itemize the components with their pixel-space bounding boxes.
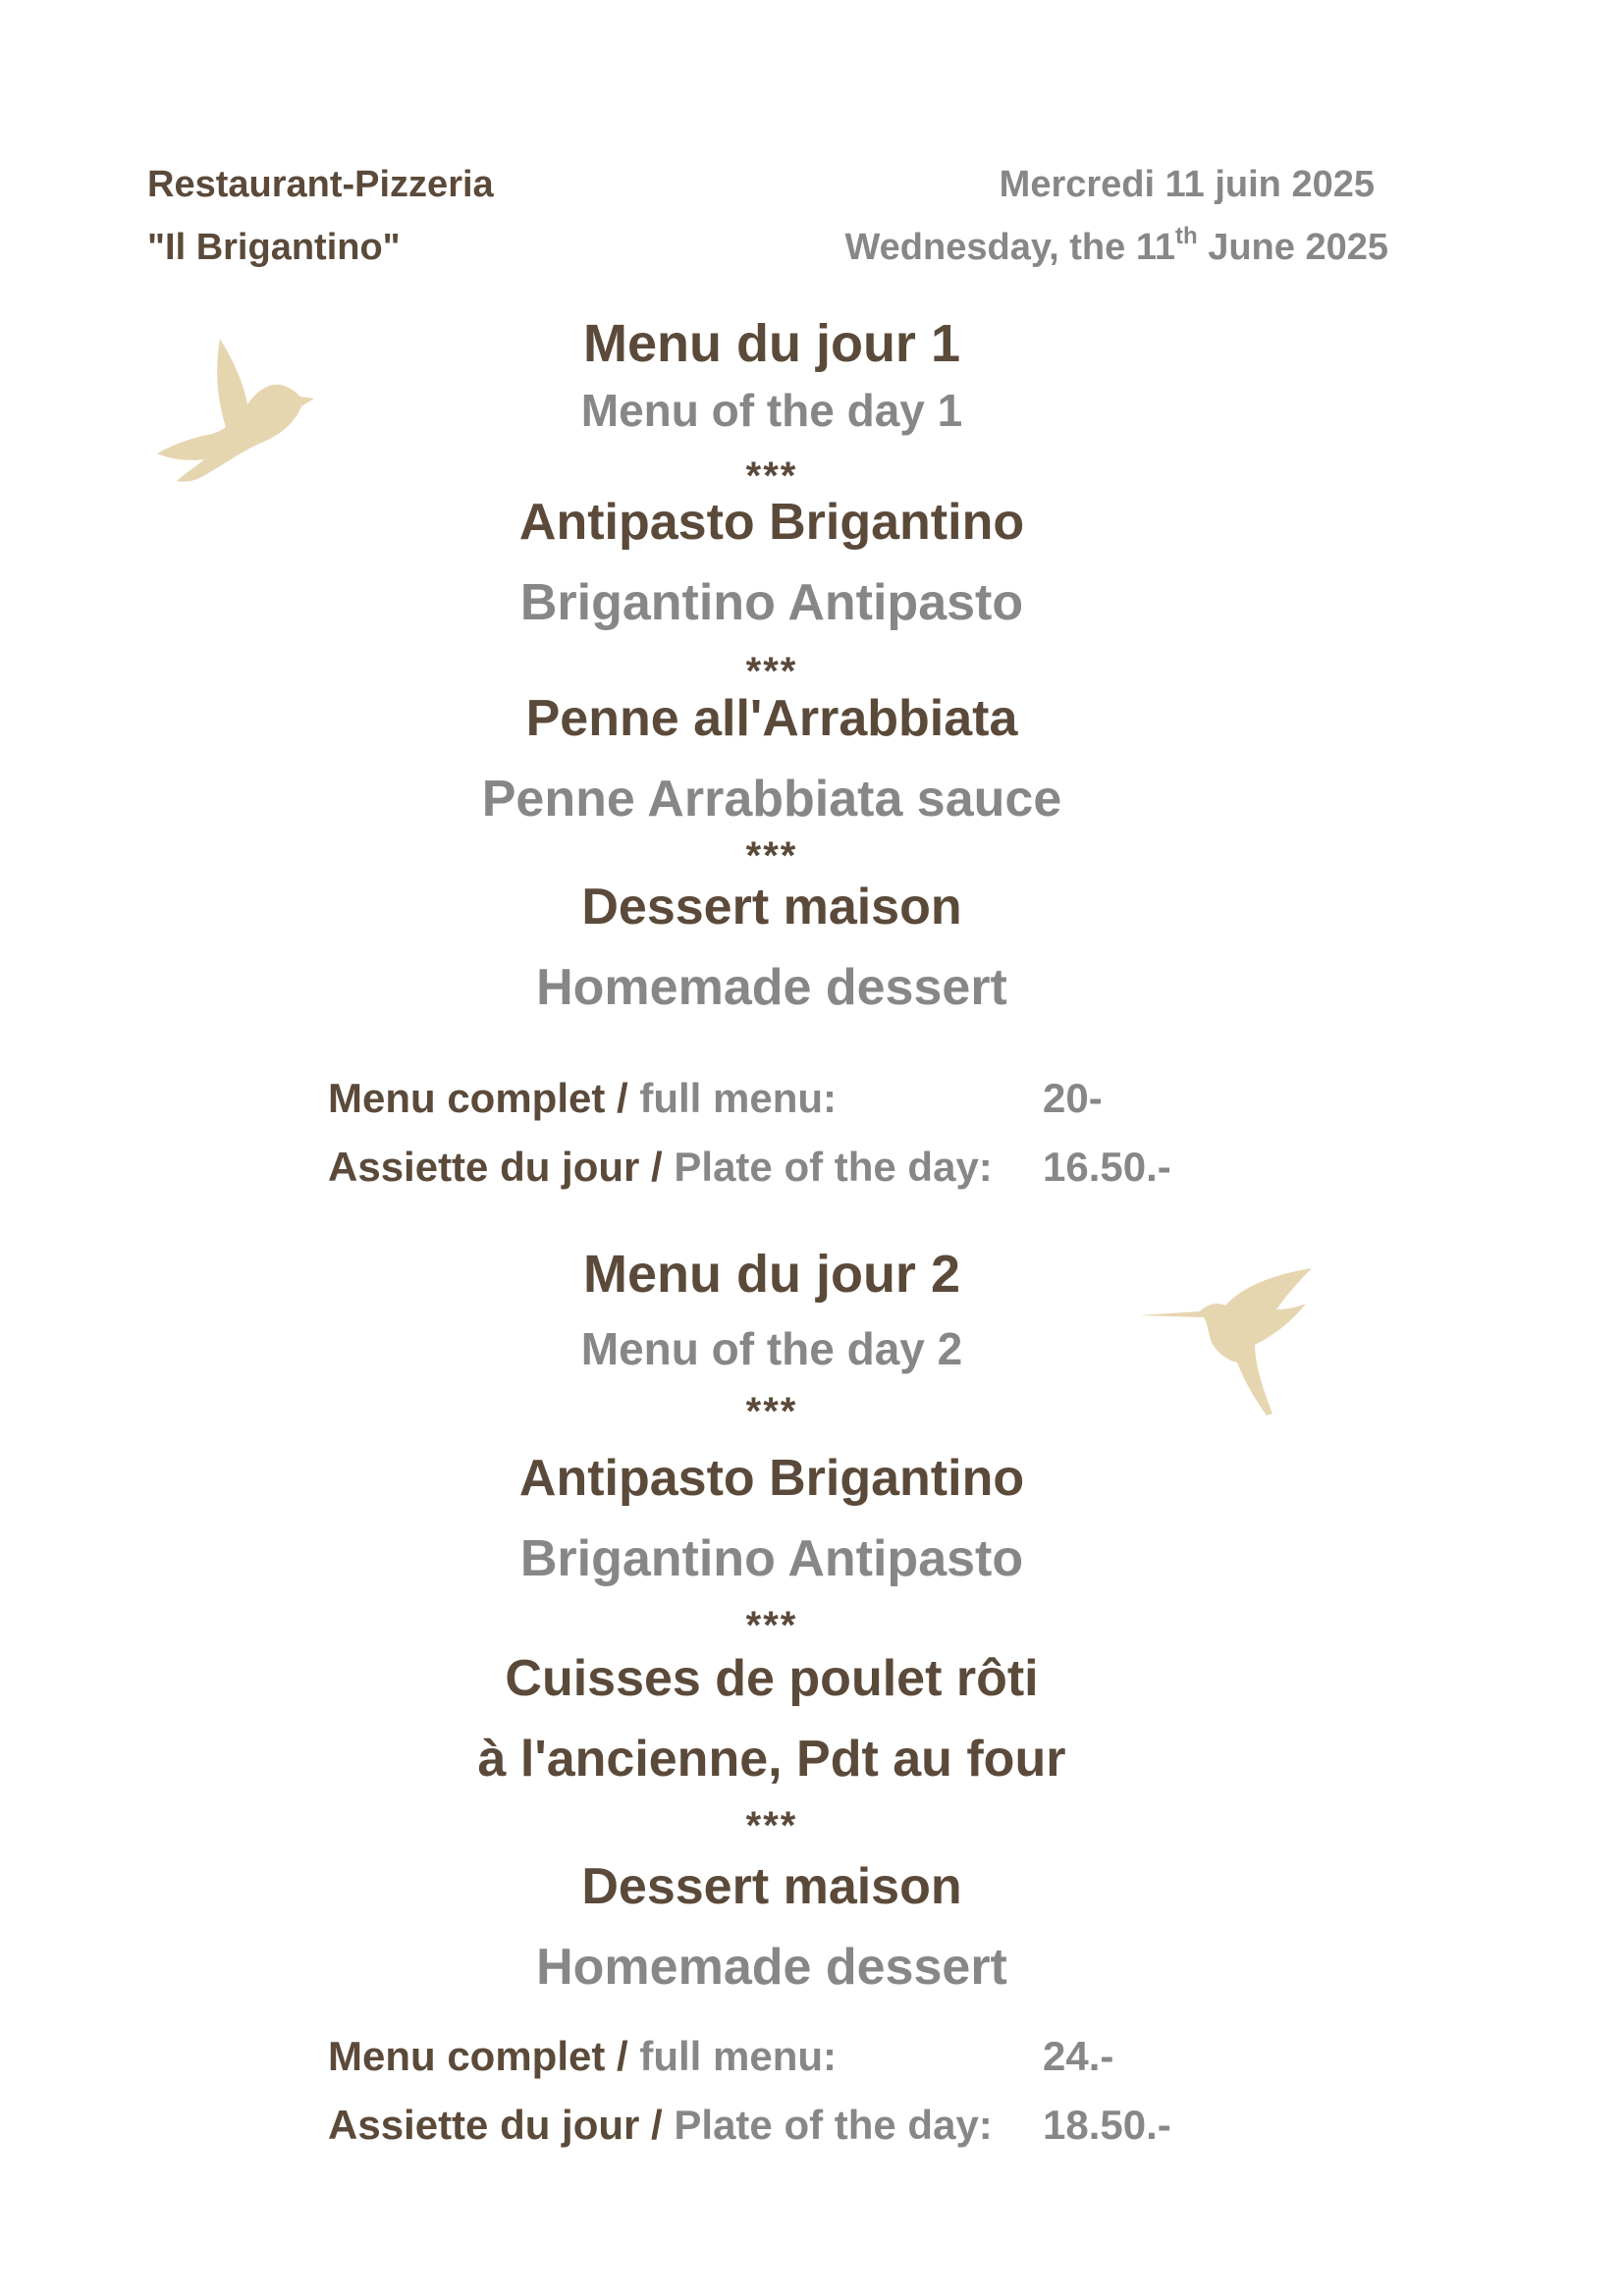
menu2-course2-fr-line2: à l'ancienne, Pdt au four xyxy=(477,1731,1066,1788)
menu1-full-menu-fr: Menu complet / xyxy=(328,1075,640,1121)
menu1-dessert-fr: Dessert maison xyxy=(581,879,962,935)
date-english-ordinal: th xyxy=(1175,223,1198,249)
menu1-separator-1: *** xyxy=(745,454,798,498)
menu2-separator-1: *** xyxy=(745,1390,798,1433)
menu1-title-en: Menu of the day 1 xyxy=(580,385,963,436)
menu1-full-menu-label xyxy=(328,1074,837,1123)
menu1-full-menu-price: 20- xyxy=(1043,1075,1103,1121)
date-english-prefix: Wednesday, the 11 xyxy=(844,227,1175,268)
menu2-plate-price: 18.50.- xyxy=(1043,2102,1171,2148)
menu1-plate-label xyxy=(328,1143,993,1192)
menu2-plate-fr: Assiette du jour / xyxy=(328,2102,675,2148)
menu1-plate-price: 16.50.- xyxy=(1043,1144,1171,1190)
menu2-separator-3: *** xyxy=(745,1804,798,1847)
menu1-dessert-en: Homemade dessert xyxy=(536,959,1007,1016)
menu2-full-menu-price: 24.- xyxy=(1043,2033,1114,2079)
date-french: Mercredi 11 juin 2025 xyxy=(999,164,1375,205)
menu2-title-fr: Menu du jour 2 xyxy=(583,1245,960,1304)
menu1-course1-fr: Antipasto Brigantino xyxy=(518,494,1025,551)
menu2-dessert-en: Homemade dessert xyxy=(536,1939,1007,1996)
date-english-suffix: June 2025 xyxy=(1197,227,1388,268)
menu1-full-menu-en: full menu: xyxy=(639,1075,838,1121)
menu2-course2-fr-line1: Cuisses de poulet rôti xyxy=(505,1650,1039,1707)
menu1-title-fr: Menu du jour 1 xyxy=(583,314,960,373)
restaurant-type: Restaurant-Pizzeria xyxy=(147,164,494,205)
menu2-full-menu-fr: Menu complet / xyxy=(328,2033,640,2079)
menu1-plate-en: Plate of the day: xyxy=(674,1144,993,1190)
date-english xyxy=(844,223,1388,269)
menu2-separator-2: *** xyxy=(745,1604,798,1647)
menu1-separator-3: *** xyxy=(745,836,798,858)
menu2-dessert-fr: Dessert maison xyxy=(581,1858,962,1915)
menu2-course1-fr: Antipasto Brigantino xyxy=(518,1450,1025,1507)
menu2-plate-label xyxy=(328,2101,993,2150)
menu1-course2-fr: Penne all'Arrabbiata xyxy=(525,690,1018,747)
menu2-full-menu-en: full menu: xyxy=(639,2033,838,2079)
menu2-title-en: Menu of the day 2 xyxy=(580,1323,963,1374)
menu2-full-menu-label xyxy=(328,2032,837,2081)
menu1-plate-fr: Assiette du jour / xyxy=(328,1144,675,1190)
menu1-separator-2: *** xyxy=(745,650,798,693)
menu1-course1-en: Brigantino Antipasto xyxy=(519,574,1024,631)
menu1-course2-en: Penne Arrabbiata sauce xyxy=(481,771,1062,828)
menu2-plate-en: Plate of the day: xyxy=(674,2102,993,2148)
menu2-course1-en: Brigantino Antipasto xyxy=(519,1530,1024,1587)
restaurant-name: "Il Brigantino" xyxy=(147,227,401,268)
